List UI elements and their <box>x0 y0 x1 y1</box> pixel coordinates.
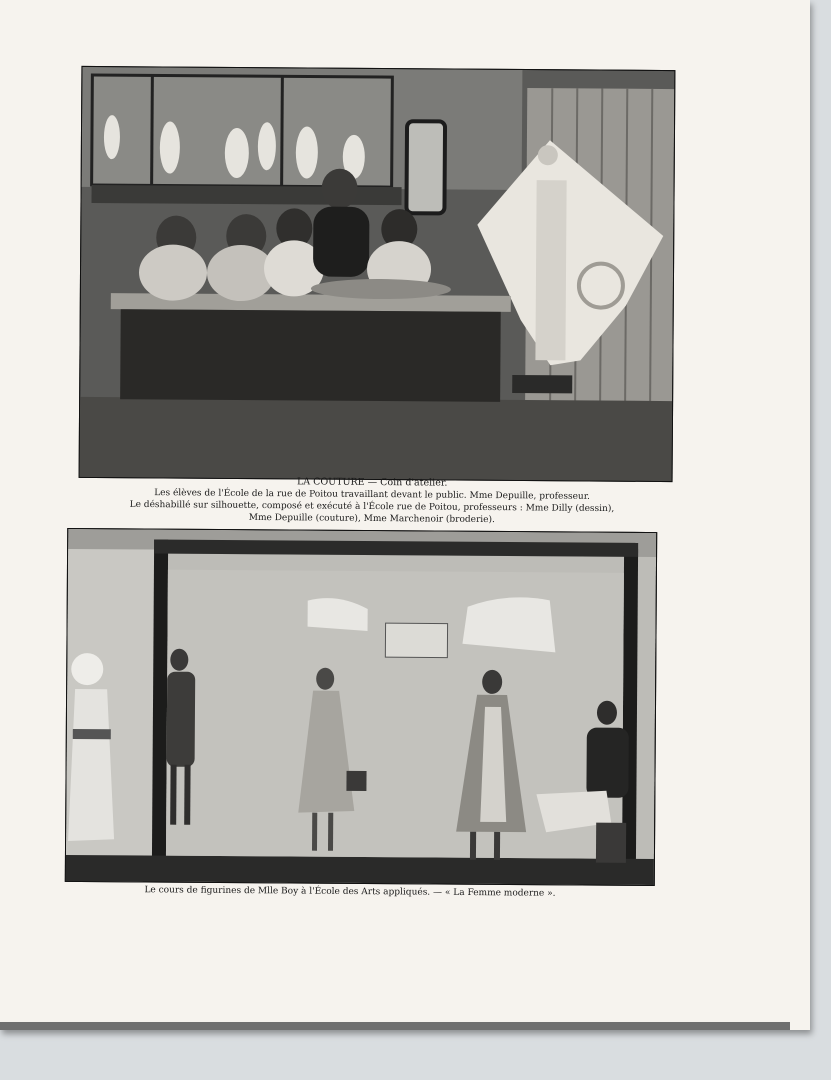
caption-figurines-text: Le cours de figurines de Mlle Boy à l'École des Arts appliqués. — « La Femme moderne ». <box>144 885 556 899</box>
caption-couture <box>92 475 652 528</box>
caption-line-2: Le déshabillé sur silhouette, composé et exécuté à l'École rue de Poitou, professeurs : Mme Dilly (dessin), <box>129 499 615 515</box>
photo-figurines-display <box>65 528 657 886</box>
caption-title: LA COUTURE — Coin d'atelier. <box>296 476 448 489</box>
caption-line-3: Mme Depuille (couture), Mme Marchenoir (broderie). <box>248 512 495 526</box>
photo-couture-workshop <box>79 66 676 482</box>
page-bottom-edge <box>0 1022 790 1030</box>
caption-figurines <box>90 884 610 901</box>
caption-line-1: Les élèves de l'École de la rue de Poitou travaillant devant le public. Mme Depuille, professeur. <box>154 488 590 502</box>
workshop-photo-image <box>80 67 675 481</box>
figurines-photo-image <box>66 529 656 885</box>
